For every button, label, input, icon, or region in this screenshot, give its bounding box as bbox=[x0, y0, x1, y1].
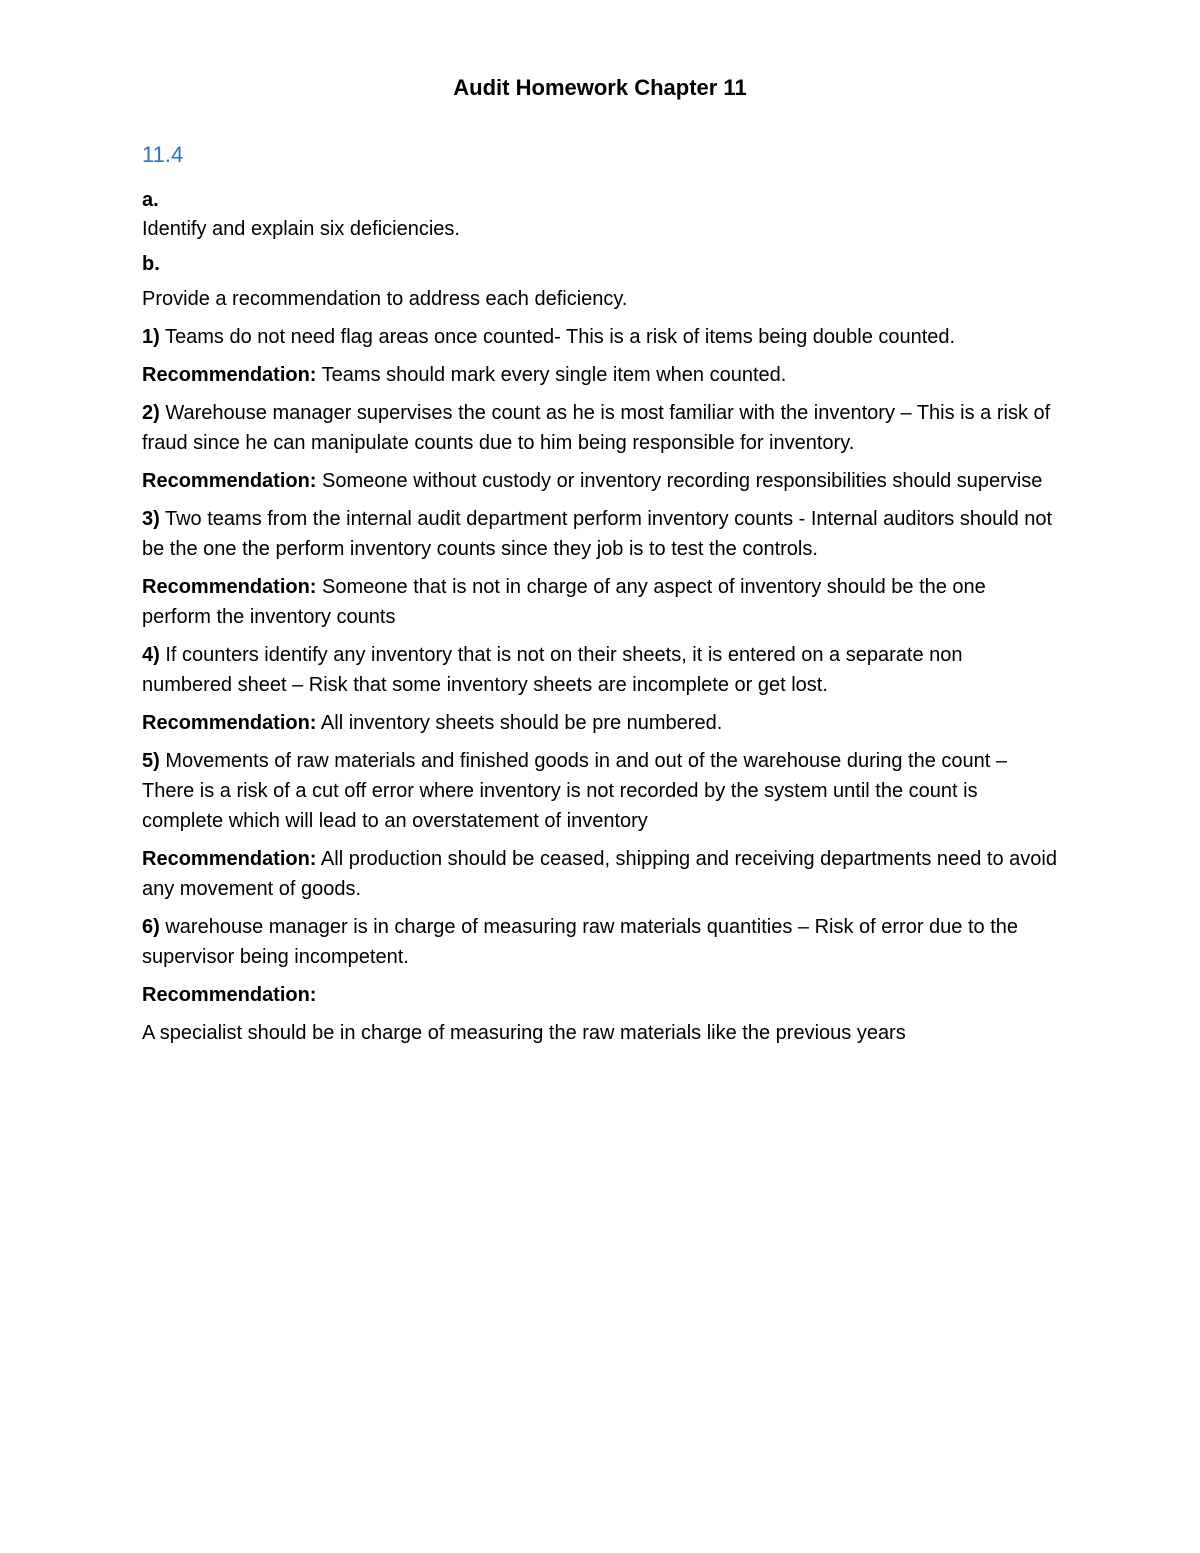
part-a-text: Identify and explain six deficiencies. bbox=[142, 218, 460, 240]
recommendation-item-4 bbox=[142, 708, 1058, 738]
deficiency-item-2 bbox=[142, 398, 1058, 458]
recommendation-label: Recommendation: bbox=[142, 984, 317, 1006]
recommendation-label: Recommendation: bbox=[142, 712, 317, 734]
deficiency-text: Teams do not need flag areas once counted- This is a risk of items being double counted. bbox=[159, 326, 956, 348]
part-b-text: Provide a recommendation to address each deficiency. bbox=[142, 288, 628, 310]
document-page bbox=[142, 72, 1058, 1056]
recommendation-item-5 bbox=[142, 844, 1058, 904]
deficiency-item-4 bbox=[142, 640, 1058, 700]
recommendation-text: Someone without custody or inventory recording responsibilities should supervise bbox=[316, 470, 1043, 492]
section-heading: 11.4 bbox=[142, 142, 184, 167]
document-title: Audit Homework Chapter 11 bbox=[453, 75, 747, 100]
recommendation-item-3 bbox=[142, 572, 1058, 632]
recommendation-item-1 bbox=[142, 360, 1058, 390]
deficiency-item-5 bbox=[142, 746, 1058, 836]
item-number: 2) bbox=[142, 402, 160, 424]
recommendation-text: Someone that is not in charge of any aspect of inventory should be the one perform the inventory counts bbox=[142, 576, 986, 628]
part-b-label: b. bbox=[142, 253, 160, 275]
item-number: 3) bbox=[142, 508, 160, 530]
recommendation-label: Recommendation: bbox=[142, 364, 317, 386]
recommendation-item-6 bbox=[142, 980, 1058, 1010]
recommendation-item-2 bbox=[142, 466, 1058, 496]
deficiency-text: Two teams from the internal audit department perform inventory counts - Internal auditors should not be the one the perform inventory counts since they job is to test the controls. bbox=[142, 508, 1053, 560]
deficiency-text: If counters identify any inventory that is not on their sheets, it is entered on a separate non numbered sheet – Risk that some inventory sheets are incomplete or get lost. bbox=[142, 644, 963, 696]
deficiency-item-3 bbox=[142, 504, 1058, 564]
deficiency-item-6 bbox=[142, 912, 1058, 972]
recommendation-text: Teams should mark every single item when counted. bbox=[316, 364, 787, 386]
recommendation-text: All inventory sheets should be pre numbered. bbox=[316, 712, 723, 734]
recommendation-label: Recommendation: bbox=[142, 576, 317, 598]
deficiency-text: Movements of raw materials and finished goods in and out of the warehouse during the count – There is a risk of a cut off error where inventory is not recorded by the system until the count is complete which will lead to an overstatement of inventory bbox=[142, 750, 1007, 832]
deficiency-text: Warehouse manager supervises the count as he is most familiar with the inventory – This is a risk of fraud since he can manipulate counts due to him being responsible for inventory. bbox=[142, 402, 1051, 454]
item-number: 5) bbox=[142, 750, 160, 772]
deficiency-text: warehouse manager is in charge of measuring raw materials quantities – Risk of error due to the supervisor being incompetent. bbox=[142, 916, 1018, 968]
deficiency-item-1 bbox=[142, 322, 1058, 352]
recommendation-text: All production should be ceased, shipping and receiving departments need to avoid any movement of goods. bbox=[142, 848, 1057, 900]
item-number: 4) bbox=[142, 644, 160, 666]
recommendation-label: Recommendation: bbox=[142, 470, 317, 492]
item-number: 6) bbox=[142, 916, 160, 938]
part-a-label: a. bbox=[142, 189, 159, 211]
item-number: 1) bbox=[142, 326, 160, 348]
recommendation-label: Recommendation: bbox=[142, 848, 317, 870]
final-recommendation-text: A specialist should be in charge of measuring the raw materials like the previous years bbox=[142, 1022, 906, 1044]
